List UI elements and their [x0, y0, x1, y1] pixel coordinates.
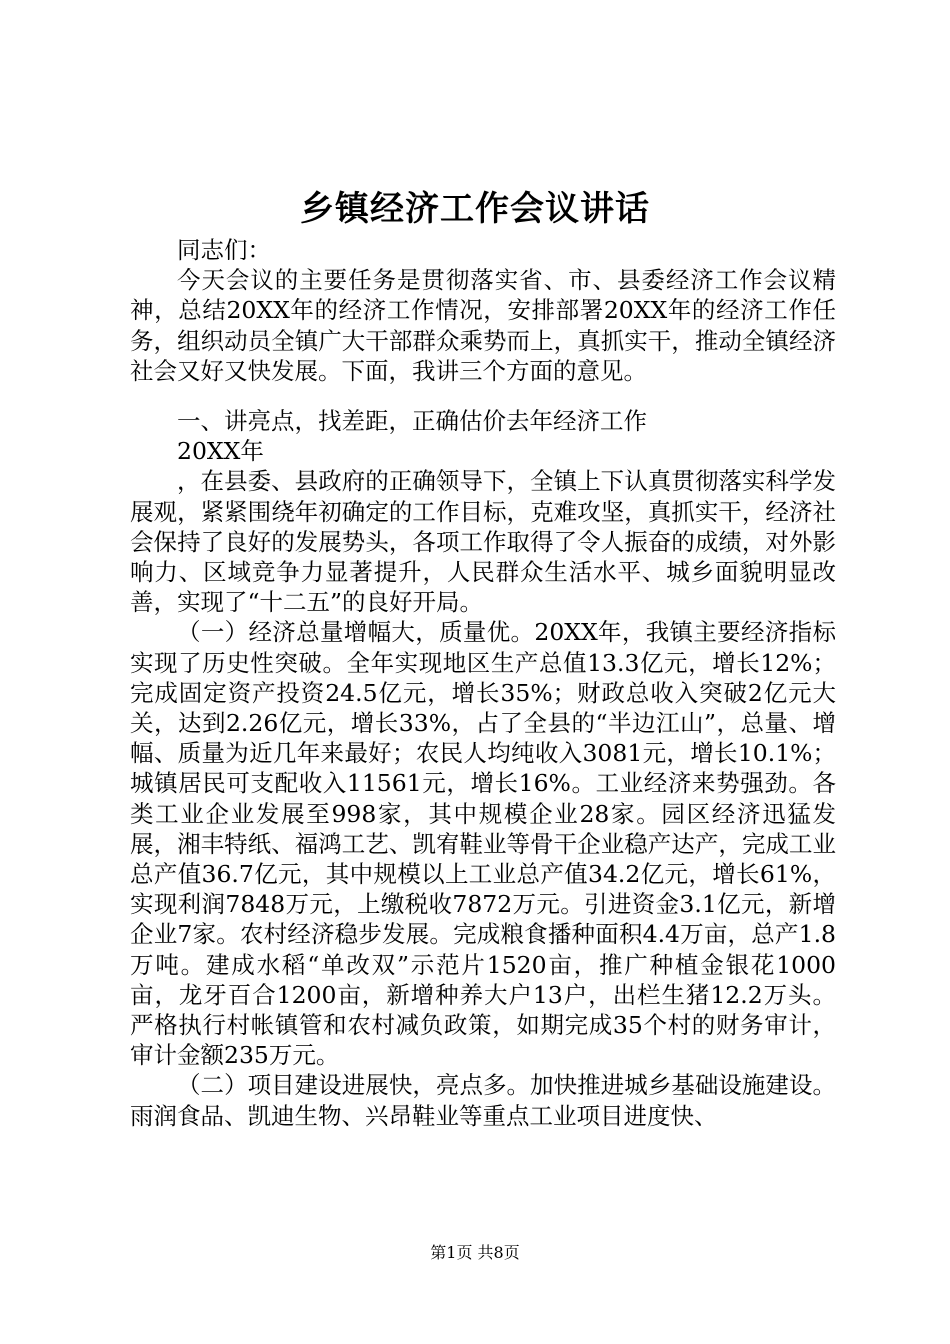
paragraph-economy: （一）经济总量增幅大，质量优。20XX年，我镇主要经济指标实现了历史性突破。全年实现地区生产总值13.3亿元，增长12%；完成固定资产投资24.5亿元，增长35%；财政总收入突破2亿元大关，达到2.26亿元，增长33%，占了全县的“半边江山”，总量、增幅、质量为近几年来最好；农民人均纯收入3081元，增长10.1%；城镇居民可支配收入11561元，增长16%。工业经济来势强劲。各类工业企业发展至998家，其中规模企业28家。园区经济迅猛发展，湘丰特纸、福鸿工艺、凯宥鞋业等骨干企业稳产达产，完成工业总产值36.7亿元，其中规模以上工业总产值34.2亿元，增长61%，实现利润7848万元，上缴税收7872万元。引进资金3.1亿元，新增企业7家。农村经济稳步发展。完成粮食播种面积4.4万亩，总产1.8万吨。建成水稻“单改双”示范片1520亩，推广种植金银花1000亩，龙牙百合1200亩，新增种养大户13户，出栏生猪12.2万头。严格执行村帐镇管和农村减负政策，如期完成35个村的财务审计，审计金额235万元。	[130, 618, 836, 1070]
salutation: 同志们：	[177, 236, 271, 264]
paragraph-year: 20XX年	[177, 437, 264, 466]
paragraph-projects: （二）项目建设进展快，亮点多。加快推进城乡基础设施建设。雨润食品、凯迪生物、兴昂鞋业等重点工业项目进度快、	[130, 1071, 836, 1130]
paragraph-review: ，在县委、县政府的正确领导下，全镇上下认真贯彻落实科学发展观，紧紧围绕年初确定的工作目标，克难攻坚，真抓实干，经济社会保持了良好的发展势头，各项工作取得了令人振奋的成绩，对外影响力、区域竞争力显著提升，人民群众生活水平、城乡面貌明显改善，实现了“十二五”的良好开局。	[130, 467, 836, 617]
section-heading-1: 一、讲亮点，找差距，正确估价去年经济工作	[177, 407, 647, 436]
page-footer: 第1页 共8页	[430, 1243, 520, 1262]
document-title: 乡镇经济工作会议讲话	[300, 189, 650, 229]
paragraph-intro: 今天会议的主要任务是贯彻落实省、市、县委经济工作会议精神，总结20XX年的经济工作情况，安排部署20XX年的经济工作任务，组织动员全镇广大干部群众乘势而上，真抓实干，推动全镇经济社会又好又快发展。下面，我讲三个方面的意见。	[130, 266, 836, 385]
document-body	[130, 235, 836, 1131]
